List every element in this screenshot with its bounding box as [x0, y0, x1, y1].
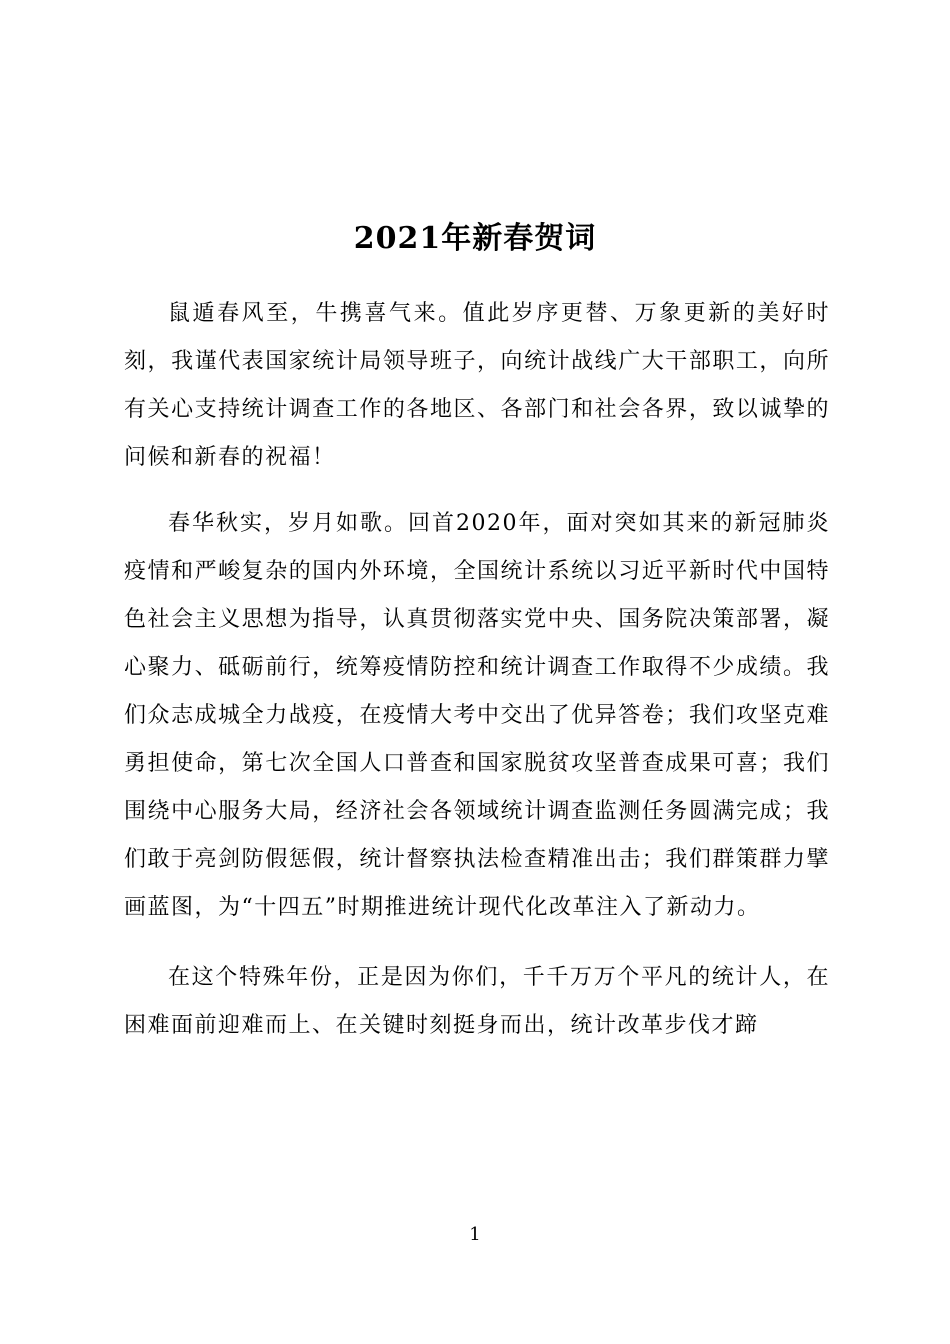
paragraph-greeting: 鼠遁春风至，牛携喜气来。值此岁序更替、万象更新的美好时刻，我谨代表国家统计局领导班子，向统计战线广大干部职工，向所有关心支持统计调查工作的各地区、各部门和社会各界，致以诚挚的问候和新春的祝福！	[124, 301, 830, 470]
paragraph-special-year: 在这个特殊年份，正是因为你们，千千万万个平凡的统计人，在困难面前迎难而上、在关键时刻挺身而出，统计改革步伐才蹄	[124, 965, 830, 1038]
paragraph-review-2020: 春华秋实，岁月如歌。回首2020年，面对突如其来的新冠肺炎疫情和严峻复杂的国内外环境，全国统计系统以习近平新时代中国特色社会主义思想为指导，认真贯彻落实党中央、国务院决策部署，凝心聚力、砥砺前行，统筹疫情防控和统计调查工作取得不少成绩。我们众志成城全力战疫，在疫情大考中交出了优异答卷；我们攻坚克难勇担使命，第七次全国人口普查和国家脱贫攻坚普查成果可喜；我们围绕中心服务大局，经济社会各领域统计调查监测任务圆满完成；我们敢于亮剑防假惩假，统计督察执法检查精准出击；我们群策群力擘画蓝图，为“十四五”时期推进统计现代化改革注入了新动力。	[124, 511, 830, 920]
document-title: 2021年新春贺词	[353, 221, 597, 256]
page-number: 1	[469, 1224, 481, 1245]
document-body	[124, 290, 830, 1068]
